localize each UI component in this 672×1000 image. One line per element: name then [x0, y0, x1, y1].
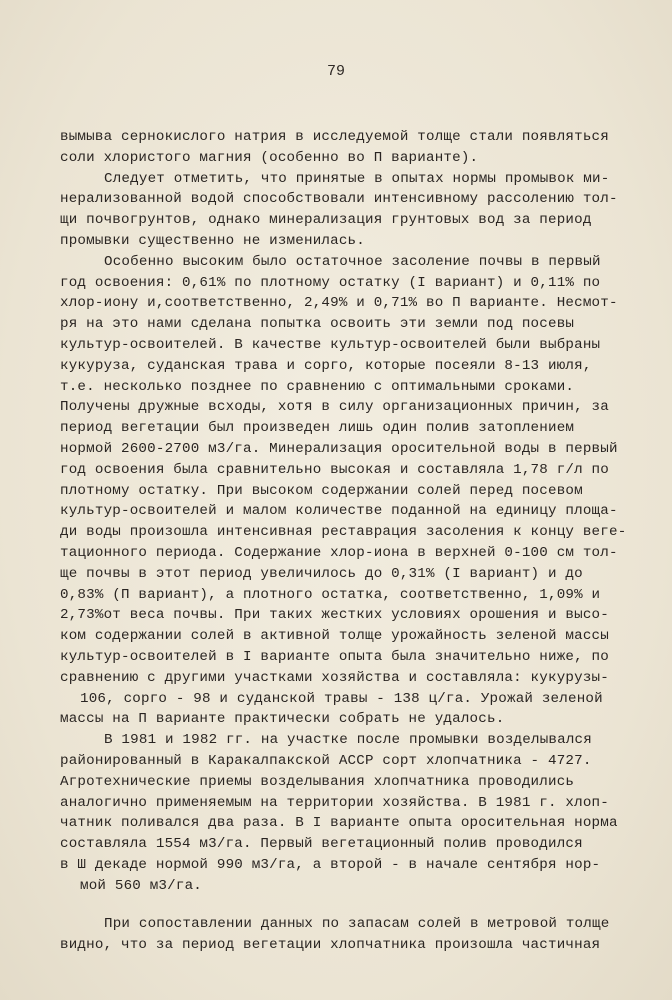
text-line: культур-освоителей. В качестве культур-освоителей были выбраны [60, 336, 601, 353]
text-line: год освоения: 0,61% по плотному остатку (I вариант) и 0,11% по [60, 274, 601, 291]
text-line: год освоения была сравнительно высокая и составляла 1,78 г/л по [60, 461, 609, 478]
text-line: в Ш декаде нормой 990 м3/га, а второй - в начале сентября нор- [60, 856, 601, 873]
body-text [60, 127, 627, 956]
text-line: вымыва сернокислого натрия в исследуемой толще стали появляться [60, 129, 609, 145]
paragraph-start-line: В 1981 и 1982 гг. на участке после промывки возделывался [104, 732, 592, 749]
text-line: чатник поливался два раза. В I варианте опыта оросительная норма [60, 815, 618, 832]
text-line: промывки существенно не изменилась. [60, 232, 365, 249]
text-line: 2,73%от веса почвы. При таких жестких условиях орошения и высо- [60, 607, 609, 624]
text-line: 0,83% (П вариант), а плотного остатка, соответственно, 1,09% и [60, 586, 601, 603]
paragraph-start-line: Особенно высоким было остаточное засоление почвы в первый [104, 253, 601, 270]
paragraph-start-line: При сопоставлении данных по запасам солей в метровой толще [104, 916, 610, 933]
text-line: 106, сорго - 98 и суданской травы - 138 ц/га. Урожай зеленой [80, 690, 603, 707]
text-line: составляла 1554 м3/га. Первый вегетационный полив проводился [60, 836, 583, 853]
text-line: хлор-иону и,соответственно, 2,49% и 0,71% во П варианте. Несмот- [60, 295, 618, 312]
text-line: культур-освоителей и малом количестве поданной на единицу площа- [60, 503, 618, 520]
text-line: соли хлористого магния (особенно во П варианте). [60, 149, 479, 166]
text-line: видно, что за период вегетации хлопчатника произошла частичная [60, 937, 601, 954]
text-line: ди воды произошла интенсивная реставрация засоления к концу веге- [60, 524, 627, 541]
text-line: ще почвы в этот период увеличилось до 0,31% (I вариант) и до [60, 565, 583, 582]
text-line: ря на это нами сделана попытка освоить эти земли под посевы [60, 316, 575, 333]
text-line: культур-освоителей в I варианте опыта была значительно ниже, по [60, 648, 609, 665]
text-line: кукуруза, суданская трава и сорго, которые посеяли 8-13 июля, [60, 357, 592, 374]
text-line: аналогично применяемым на территории хозяйства. В 1981 г. хлоп- [60, 794, 609, 811]
text-line: нормой 2600-2700 м3/га. Минерализация оросительной воды в первый [60, 440, 618, 457]
text-line: Получены дружные всходы, хотя в силу организационных причин, за [60, 399, 609, 416]
text-line: мой 560 м3/га. [80, 877, 202, 894]
text-line: период вегетации был произведен лишь один полив затоплением [60, 420, 575, 437]
text-line: нерализованной водой способствовали интенсивному рассолению тол- [60, 191, 618, 208]
text-line: районированный в Каракалпакской АССР сорт хлопчатника - 4727. [60, 752, 592, 769]
text-line: сравнению с другими участками хозяйства и составляла: кукурузы- [60, 669, 609, 686]
paragraph-gap [60, 896, 620, 914]
text-line: массы на П варианте практически собрать не удалось. [60, 711, 505, 728]
paragraph-start-line: Следует отметить, что принятые в опытах нормы промывок ми- [104, 170, 610, 187]
text-line: плотному остатку. При высоком содержании солей перед посевом [60, 482, 583, 499]
text-line: щи почвогрунтов, однако минерализация грунтовых вод за период [60, 212, 592, 229]
text-line: тационного периода. Содержание хлор-иона в верхней 0-100 см тол- [60, 544, 618, 561]
text-line: Агротехнические приемы возделывания хлопчатника проводились [60, 773, 575, 790]
text-line: т.е. несколько позднее по сравнению с оптимальными сроками. [60, 378, 575, 395]
page-number: 79 [326, 63, 345, 80]
text-line: ком содержании солей в активной толще урожайность зеленой массы [60, 628, 609, 645]
